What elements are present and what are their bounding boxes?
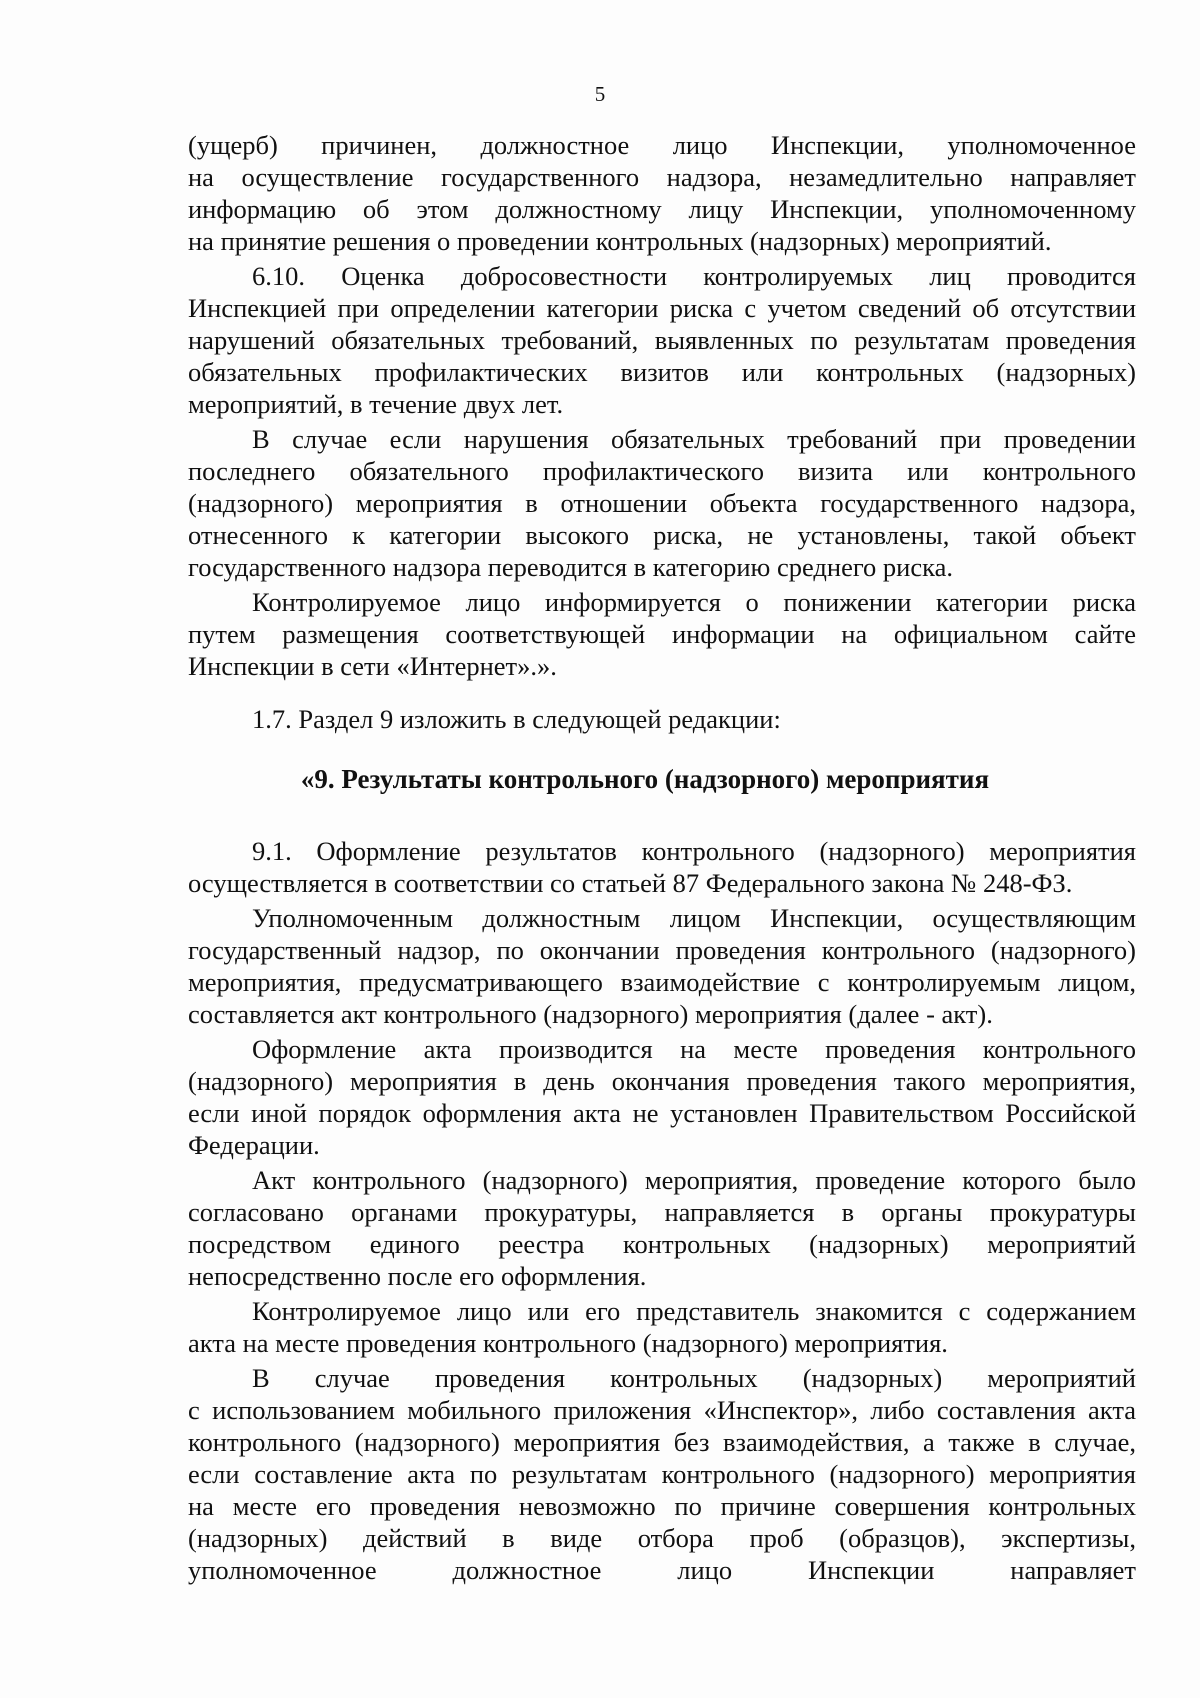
text-line: Инспекцией при определении категории риска с учетом сведений об отсутствии (188, 293, 1136, 323)
page-number: 5 (594, 82, 606, 106)
text-line: Оформление акта производится на месте проведения контрольного (252, 1034, 1136, 1064)
text-line: контрольного (надзорного) мероприятия без взаимодействия, а также в случае, (188, 1427, 1136, 1457)
text-line: отнесенного к категории высокого риска, не установлены, такой объект (188, 520, 1136, 550)
text-line: мероприятия, предусматривающего взаимодействие с контролируемым лицом, (188, 967, 1136, 997)
text-line: В случае проведения контрольных (надзорных) мероприятий (252, 1363, 1136, 1393)
text-line: Контролируемое лицо информируется о понижении категории риска (252, 587, 1136, 617)
text-line: если иной порядок оформления акта не установлен Правительством Российской (188, 1098, 1136, 1128)
text-line: обязательных профилактических визитов или контрольных (надзорных) (188, 357, 1136, 387)
text-line: мероприятий, в течение двух лет. (188, 389, 564, 419)
text-line: составляется акт контрольного (надзорного) мероприятия (далее - акт). (188, 999, 993, 1029)
text-line: нарушений обязательных требований, выявленных по результатам проведения (188, 325, 1136, 355)
text-line: государственный надзор, по окончании проведения контрольного (надзорного) (188, 935, 1136, 965)
text-line: 9.1. Оформление результатов контрольного (надзорного) мероприятия (252, 836, 1136, 866)
text-line: путем размещения соответствующей информации на официальном сайте (188, 619, 1136, 649)
text-line: Уполномоченным должностным лицом Инспекции, осуществляющим (252, 903, 1136, 933)
text-line: (надзорных) действий в виде отбора проб (образцов), экспертизы, (188, 1523, 1136, 1553)
text-line: информацию об этом должностному лицу Инспекции, уполномоченному (188, 194, 1136, 224)
section-heading: «9. Результаты контрольного (надзорного) мероприятия (300, 764, 990, 794)
text-line: если составление акта по результатам контрольного (надзорного) мероприятия (188, 1459, 1136, 1489)
text-line: акта на месте проведения контрольного (надзорного) мероприятия. (188, 1328, 948, 1358)
text-line: Федерации. (188, 1130, 320, 1160)
text-line: (надзорного) мероприятия в день окончания проведения такого мероприятия, (188, 1066, 1136, 1096)
text-line: на месте его проведения невозможно по причине совершения контрольных (188, 1491, 1136, 1521)
text-line: В случае если нарушения обязательных требований при проведении (252, 424, 1136, 454)
text-line: (ущерб) причинен, должностное лицо Инспекции, уполномоченное (188, 130, 1136, 160)
text-line: последнего обязательного профилактического визита или контрольного (188, 456, 1136, 486)
text-line: (надзорного) мероприятия в отношении объекта государственного надзора, (188, 488, 1136, 518)
text-line: Акт контрольного (надзорного) мероприятия, проведение которого было (252, 1165, 1136, 1195)
text-line: уполномоченное должностное лицо Инспекции направляет (188, 1555, 1136, 1585)
text-line: согласовано органами прокуратуры, направляется в органы прокуратуры (188, 1197, 1136, 1227)
text-line: на осуществление государственного надзора, незамедлительно направляет (188, 162, 1136, 192)
text-line: государственного надзора переводится в категорию среднего риска. (188, 552, 953, 582)
text-line: 6.10. Оценка добросовестности контролируемых лиц проводится (252, 261, 1136, 291)
text-line: 1.7. Раздел 9 изложить в следующей редакции: (252, 704, 781, 734)
text-line: Контролируемое лицо или его представитель знакомится с содержанием (252, 1296, 1136, 1326)
text-line: с использованием мобильного приложения «Инспектор», либо составления акта (188, 1395, 1136, 1425)
text-line: Инспекции в сети «Интернет».». (188, 651, 557, 681)
text-line: осуществляется в соответствии со статьей 87 Федерального закона № 248-ФЗ. (188, 868, 1073, 898)
text-line: посредством единого реестра контрольных (надзорных) мероприятий (188, 1229, 1136, 1259)
text-line: непосредственно после его оформления. (188, 1261, 647, 1291)
text-line: на принятие решения о проведении контрольных (надзорных) мероприятий. (188, 226, 1052, 256)
